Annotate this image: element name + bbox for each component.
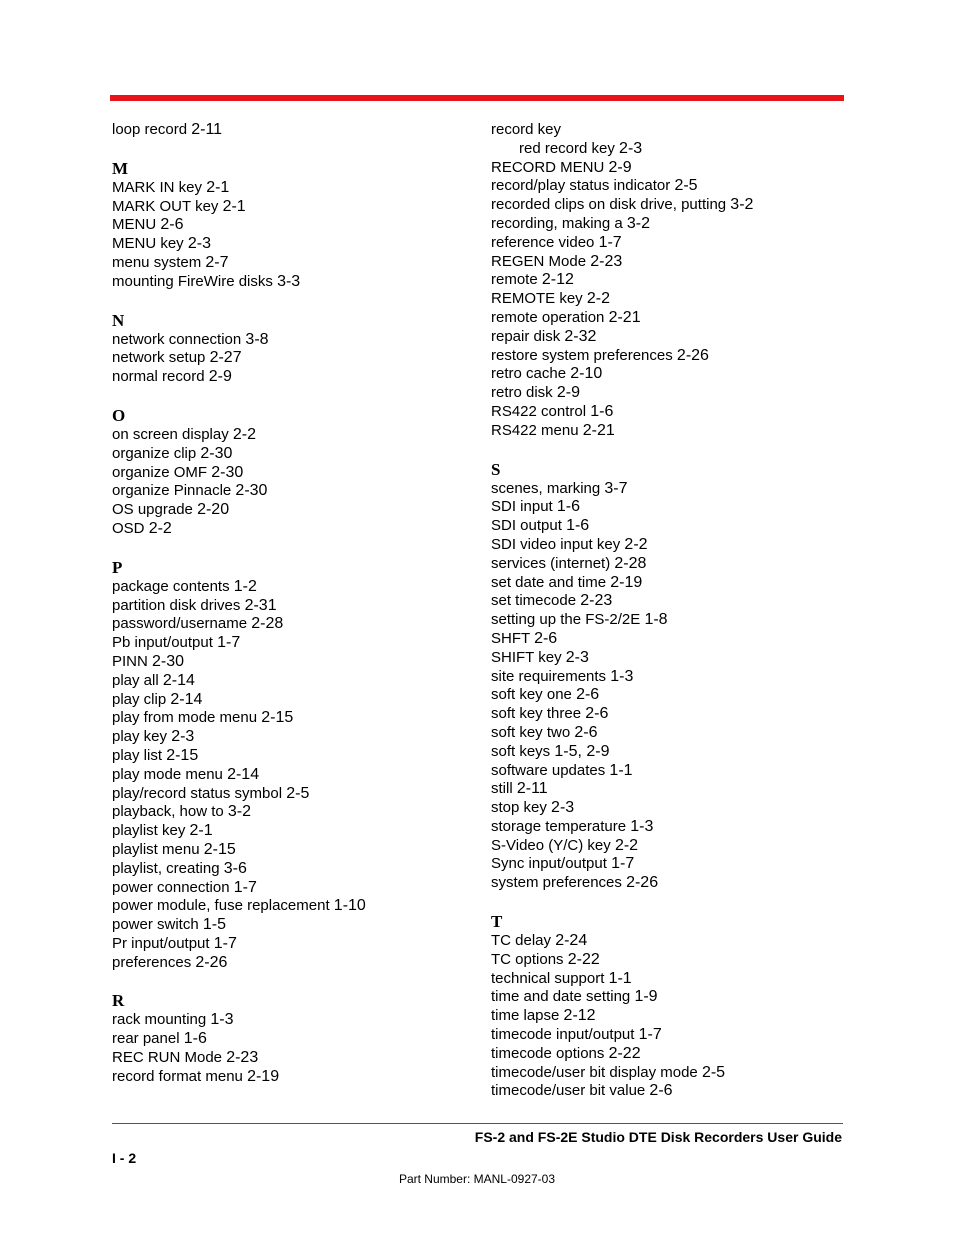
index-term: power connection bbox=[112, 878, 230, 896]
page-reference: 2-14 bbox=[162, 671, 195, 689]
index-term: play list bbox=[112, 746, 163, 764]
index-entry bbox=[112, 691, 472, 710]
index-entry bbox=[491, 686, 851, 705]
index-term: Sync input/output bbox=[491, 855, 607, 873]
index-entry bbox=[491, 1045, 851, 1064]
index-entry bbox=[491, 1064, 851, 1083]
index-term: stop key bbox=[491, 799, 547, 817]
index-entry bbox=[491, 196, 851, 215]
index-term: restore system preferences bbox=[491, 346, 673, 364]
index-entry bbox=[491, 799, 851, 818]
index-entry bbox=[112, 897, 472, 916]
index-entry bbox=[491, 536, 851, 555]
index-group bbox=[491, 121, 851, 441]
page-reference: 2-3 bbox=[619, 139, 643, 157]
index-term: SHFT bbox=[491, 629, 530, 647]
page-reference: 2-30 bbox=[152, 652, 185, 670]
index-term: repair disk bbox=[491, 327, 561, 345]
index-term: power switch bbox=[112, 916, 199, 934]
part-number: Part Number: MANL-0927-03 bbox=[398, 1172, 556, 1186]
index-entry bbox=[491, 951, 851, 970]
index-term: REMOTE key bbox=[491, 290, 583, 308]
index-entry bbox=[491, 121, 851, 140]
index-entry bbox=[491, 422, 851, 441]
page-reference: 1-6 bbox=[590, 402, 614, 420]
index-entry bbox=[112, 841, 472, 860]
index-entry bbox=[112, 520, 472, 539]
index-term: play from mode menu bbox=[112, 709, 258, 727]
index-entry bbox=[112, 445, 472, 464]
page-reference: 2-30 bbox=[200, 444, 233, 462]
index-entry bbox=[491, 818, 851, 837]
page-reference: 2-11 bbox=[191, 121, 223, 138]
page-reference: 2-19 bbox=[247, 1067, 280, 1085]
index-term: technical support bbox=[491, 969, 605, 987]
index-term: Pb input/output bbox=[112, 634, 213, 652]
page-reference: 2-9 bbox=[608, 158, 632, 176]
index-term: scenes, marking bbox=[491, 479, 601, 497]
index-term: reference video bbox=[491, 233, 595, 251]
index-entry bbox=[112, 482, 472, 501]
page-reference: 2-7 bbox=[205, 253, 229, 271]
index-term: menu system bbox=[112, 253, 202, 271]
index-entry bbox=[491, 1007, 851, 1026]
page-reference: 2-15 bbox=[261, 709, 294, 727]
index-term: timecode input/output bbox=[491, 1026, 635, 1044]
index-entry bbox=[491, 498, 851, 517]
page-reference: 2-30 bbox=[235, 482, 268, 500]
page-reference: 1-6 bbox=[566, 517, 590, 535]
index-entry bbox=[491, 234, 851, 253]
page-reference: 1-7 bbox=[598, 233, 622, 251]
index-term: set date and time bbox=[491, 573, 607, 591]
index-term: TC options bbox=[491, 950, 564, 968]
index-term: SDI video input key bbox=[491, 535, 621, 553]
page-reference: 2-3 bbox=[551, 799, 575, 817]
page-number: I - 2 bbox=[112, 1150, 137, 1166]
index-term: soft keys bbox=[491, 742, 551, 760]
index-entry bbox=[491, 1026, 851, 1045]
page-reference: 1-7 bbox=[213, 934, 237, 952]
page-reference: 2-2 bbox=[624, 535, 648, 553]
page-reference: 2-3 bbox=[565, 648, 589, 666]
page-reference: 1-5 bbox=[202, 916, 226, 934]
index-group bbox=[491, 460, 851, 894]
index-term: play mode menu bbox=[112, 765, 223, 783]
index-term: organize Pinnacle bbox=[112, 482, 232, 500]
page-reference: 2-12 bbox=[541, 271, 574, 289]
page-reference: 2-6 bbox=[534, 629, 558, 647]
index-entry bbox=[491, 649, 851, 668]
page-reference: 1-6 bbox=[556, 498, 580, 516]
page-reference: 2-26 bbox=[676, 346, 709, 364]
page-reference: 2-23 bbox=[590, 252, 623, 270]
index-entry bbox=[112, 672, 472, 691]
index-term: recording, making a bbox=[491, 214, 623, 232]
page-reference: 1-7 bbox=[611, 855, 635, 873]
document-title: FS-2 and FS-2E Studio DTE Disk Recorders User Guide bbox=[474, 1129, 842, 1145]
index-term: partition disk drives bbox=[112, 596, 241, 614]
index-entry bbox=[491, 159, 851, 178]
page-reference: 1-1 bbox=[608, 969, 632, 987]
index-entry bbox=[491, 988, 851, 1007]
page-reference: 3-2 bbox=[626, 214, 651, 232]
index-term: software updates bbox=[491, 761, 606, 779]
index-term: on screen display bbox=[112, 425, 229, 443]
section-letter: T bbox=[491, 912, 503, 932]
page-reference: 2-9 bbox=[208, 368, 232, 386]
page-reference: 1-5, 2-9 bbox=[554, 742, 610, 760]
index-group bbox=[112, 159, 472, 292]
index-term: playlist, creating bbox=[112, 859, 220, 877]
index-term: SHIFT key bbox=[491, 648, 562, 666]
index-term: play all bbox=[112, 671, 159, 689]
index-entry bbox=[112, 1030, 472, 1049]
index-term: playback, how to bbox=[112, 803, 224, 821]
index-term: TC delay bbox=[491, 932, 552, 950]
page-reference: 2-14 bbox=[227, 765, 260, 783]
page-reference: 2-6 bbox=[576, 686, 600, 704]
index-term: network connection bbox=[112, 330, 242, 348]
index-term: red record key bbox=[519, 139, 615, 157]
page-reference: 2-6 bbox=[160, 216, 184, 234]
page-reference: 2-27 bbox=[209, 349, 242, 367]
index-term: Pr input/output bbox=[112, 934, 210, 952]
index-term: OSD bbox=[112, 519, 145, 537]
index-entry bbox=[491, 365, 851, 384]
page-reference: 3-7 bbox=[604, 479, 628, 497]
index-entry bbox=[112, 464, 472, 483]
page-reference: 2-28 bbox=[614, 554, 647, 572]
page-reference: 1-7 bbox=[638, 1026, 662, 1044]
index-group bbox=[112, 406, 472, 539]
index-entry bbox=[491, 309, 851, 328]
page-reference: 2-21 bbox=[608, 308, 641, 326]
index-entry bbox=[491, 724, 851, 743]
index-entry bbox=[491, 611, 851, 630]
page-reference: 2-15 bbox=[203, 840, 236, 858]
page-reference: 2-11 bbox=[516, 780, 548, 798]
index-term: network setup bbox=[112, 349, 206, 367]
index-entry bbox=[112, 615, 472, 634]
page-reference: 2-3 bbox=[171, 728, 195, 746]
index-term: retro cache bbox=[491, 365, 567, 383]
page-reference: 2-32 bbox=[564, 327, 597, 345]
page-reference: 3-2 bbox=[227, 803, 252, 821]
index-entry bbox=[112, 1068, 472, 1087]
index-term: S-Video (Y/C) key bbox=[491, 836, 611, 854]
page-reference: 2-20 bbox=[197, 501, 230, 519]
index-entry bbox=[491, 780, 851, 799]
index-entry bbox=[112, 1011, 472, 1030]
index-group bbox=[112, 991, 472, 1086]
page-reference: 1-9 bbox=[634, 988, 658, 1006]
page-reference: 2-5 bbox=[286, 784, 310, 802]
page-reference: 1-8 bbox=[644, 611, 668, 629]
index-term: soft key two bbox=[491, 723, 571, 741]
index-entry bbox=[491, 668, 851, 687]
index-group bbox=[112, 558, 472, 973]
index-entry bbox=[112, 273, 472, 292]
index-term: mounting FireWire disks bbox=[112, 272, 273, 290]
index-term: remote bbox=[491, 271, 538, 289]
index-entry bbox=[491, 1082, 851, 1101]
index-term: soft key three bbox=[491, 705, 582, 723]
index-entry bbox=[491, 140, 851, 159]
index-entry bbox=[112, 766, 472, 785]
index-entry bbox=[112, 954, 472, 973]
page-reference: 2-26 bbox=[195, 953, 228, 971]
index-term: rear panel bbox=[112, 1030, 180, 1048]
index-entry bbox=[491, 271, 851, 290]
index-term: RS422 control bbox=[491, 402, 587, 420]
index-entry bbox=[112, 331, 472, 350]
index-term: record format menu bbox=[112, 1067, 243, 1085]
index-entry bbox=[491, 480, 851, 499]
page-reference: 2-12 bbox=[563, 1007, 596, 1025]
index-term: setting up the FS-2/2E bbox=[491, 611, 641, 629]
index-term: preferences bbox=[112, 953, 192, 971]
index-entry bbox=[491, 517, 851, 536]
section-letter: M bbox=[112, 158, 129, 178]
index-term: organize clip bbox=[112, 444, 197, 462]
page-reference: 2-22 bbox=[608, 1044, 641, 1062]
page-reference: 2-23 bbox=[580, 592, 613, 610]
index-term: retro disk bbox=[491, 384, 553, 402]
index-entry bbox=[112, 916, 472, 935]
page-reference: 1-1 bbox=[609, 761, 633, 779]
index-entry bbox=[491, 253, 851, 272]
index-term: storage temperature bbox=[491, 817, 627, 835]
index-term: normal record bbox=[112, 368, 205, 386]
index-entry bbox=[112, 578, 472, 597]
index-entry bbox=[112, 216, 472, 235]
index-term: timecode/user bit display mode bbox=[491, 1063, 698, 1081]
index-entry bbox=[112, 597, 472, 616]
index-entry bbox=[112, 747, 472, 766]
index-entry bbox=[491, 290, 851, 309]
page-reference: 2-26 bbox=[626, 874, 659, 892]
section-letter: P bbox=[112, 557, 123, 577]
page-reference: 2-23 bbox=[226, 1049, 259, 1067]
index-entry bbox=[491, 215, 851, 234]
index-entry bbox=[491, 705, 851, 724]
index-entry bbox=[112, 728, 472, 747]
page-reference: 2-5 bbox=[674, 177, 698, 195]
index-entry bbox=[491, 762, 851, 781]
index-entry bbox=[112, 785, 472, 804]
index-entry bbox=[491, 874, 851, 893]
index-term: organize OMF bbox=[112, 463, 208, 481]
index-entry bbox=[491, 347, 851, 366]
index-entry bbox=[112, 860, 472, 879]
section-letter: O bbox=[112, 405, 126, 425]
index-entry bbox=[112, 121, 472, 140]
page-reference: 2-6 bbox=[585, 705, 609, 723]
page-reference: 1-3 bbox=[610, 667, 634, 685]
index-column-left bbox=[112, 121, 472, 1087]
index-term: still bbox=[491, 780, 513, 798]
index-term: play clip bbox=[112, 690, 167, 708]
index-entry bbox=[112, 501, 472, 520]
index-entry bbox=[491, 384, 851, 403]
index-term: PINN bbox=[112, 652, 148, 670]
index-term: MENU key bbox=[112, 235, 184, 253]
index-term: OS upgrade bbox=[112, 501, 193, 519]
index-term: MARK OUT key bbox=[112, 197, 219, 215]
page-reference: 2-10 bbox=[570, 365, 603, 383]
index-term: SDI input bbox=[491, 498, 553, 516]
index-term: package contents bbox=[112, 577, 230, 595]
page-reference: 1-6 bbox=[183, 1030, 207, 1048]
index-term: playlist menu bbox=[112, 840, 200, 858]
index-term: set timecode bbox=[491, 592, 577, 610]
footer-rule bbox=[112, 1123, 843, 1124]
page-reference: 2-30 bbox=[211, 463, 244, 481]
index-entry bbox=[491, 177, 851, 196]
index-entry bbox=[491, 932, 851, 951]
page-reference: 3-3 bbox=[277, 272, 301, 290]
index-entry bbox=[112, 803, 472, 822]
index-entry bbox=[491, 855, 851, 874]
index-term: SDI output bbox=[491, 517, 562, 535]
section-letter: S bbox=[491, 459, 501, 479]
page-reference: 2-6 bbox=[574, 723, 598, 741]
section-letter: R bbox=[112, 991, 125, 1011]
index-term: soft key one bbox=[491, 686, 572, 704]
index-entry bbox=[112, 822, 472, 841]
index-term: power module, fuse replacement bbox=[112, 897, 330, 915]
index-entry bbox=[491, 555, 851, 574]
index-entry bbox=[112, 634, 472, 653]
index-entry bbox=[491, 403, 851, 422]
header-rule bbox=[110, 95, 844, 101]
index-term: record key bbox=[491, 121, 562, 138]
index-group bbox=[112, 311, 472, 387]
index-entry bbox=[491, 630, 851, 649]
index-entry bbox=[491, 328, 851, 347]
index-entry bbox=[491, 592, 851, 611]
page-reference: 2-1 bbox=[222, 197, 246, 215]
page-reference: 1-2 bbox=[233, 577, 257, 595]
section-letter: N bbox=[112, 310, 125, 330]
page-reference: 3-6 bbox=[223, 859, 247, 877]
page-reference: 2-15 bbox=[166, 746, 199, 764]
page-reference: 2-9 bbox=[556, 384, 580, 402]
index-term: RS422 menu bbox=[491, 421, 579, 439]
index-entry bbox=[112, 653, 472, 672]
index-term: record/play status indicator bbox=[491, 177, 671, 195]
index-term: timecode options bbox=[491, 1044, 605, 1062]
index-term: system preferences bbox=[491, 874, 622, 892]
page-reference: 1-7 bbox=[233, 878, 257, 896]
index-term: services (internet) bbox=[491, 554, 611, 572]
page-reference: 2-5 bbox=[701, 1063, 726, 1081]
page-reference: 1-3 bbox=[630, 817, 654, 835]
index-term: RECORD MENU bbox=[491, 158, 605, 176]
index-term: timecode/user bit value bbox=[491, 1082, 646, 1100]
index-entry bbox=[112, 235, 472, 254]
page-reference: 3-2 bbox=[730, 196, 754, 214]
page-reference: 2-22 bbox=[567, 950, 600, 968]
index-entry bbox=[112, 879, 472, 898]
page-reference: 2-24 bbox=[555, 932, 588, 950]
index-term: remote operation bbox=[491, 308, 605, 326]
index-group bbox=[491, 912, 851, 1101]
index-term: password/username bbox=[112, 615, 248, 633]
index-entry bbox=[112, 1049, 472, 1068]
index-term: play key bbox=[112, 728, 168, 746]
page-reference: 2-1 bbox=[189, 822, 213, 840]
page-reference: 3-8 bbox=[245, 330, 269, 348]
page-reference: 2-6 bbox=[649, 1082, 673, 1100]
index-term: MENU bbox=[112, 216, 157, 234]
index-term: playlist key bbox=[112, 822, 186, 840]
page-reference: 2-2 bbox=[586, 290, 610, 308]
index-entry bbox=[112, 254, 472, 273]
index-term: REGEN Mode bbox=[491, 252, 587, 270]
index-entry bbox=[491, 837, 851, 856]
index-entry bbox=[491, 743, 851, 762]
page-reference: 2-21 bbox=[582, 421, 615, 439]
index-term: time lapse bbox=[491, 1007, 560, 1025]
page-reference: 2-19 bbox=[610, 573, 643, 591]
index-term: play/record status symbol bbox=[112, 784, 283, 802]
index-entry bbox=[112, 198, 472, 217]
page-reference: 1-3 bbox=[210, 1011, 234, 1029]
page-reference: 2-14 bbox=[170, 690, 203, 708]
index-group bbox=[112, 121, 472, 140]
index-column-right bbox=[491, 121, 851, 1101]
index-entry bbox=[112, 709, 472, 728]
index-entry bbox=[112, 179, 472, 198]
index-entry bbox=[491, 970, 851, 989]
index-term: site requirements bbox=[491, 667, 607, 685]
index-entry bbox=[491, 574, 851, 593]
index-entry bbox=[112, 426, 472, 445]
index-term: rack mounting bbox=[112, 1011, 207, 1029]
page-reference: 1-7 bbox=[217, 634, 241, 652]
index-entry bbox=[112, 349, 472, 368]
index-term: MARK IN key bbox=[112, 178, 203, 196]
page-reference: 2-2 bbox=[614, 836, 639, 854]
index-entry bbox=[112, 368, 472, 387]
index-entry bbox=[112, 935, 472, 954]
page-reference: 2-1 bbox=[206, 178, 230, 196]
page-reference: 2-3 bbox=[187, 235, 211, 253]
index-term: recorded clips on disk drive, putting bbox=[491, 196, 727, 214]
page-reference: 2-31 bbox=[244, 596, 277, 614]
page-reference: 2-2 bbox=[232, 425, 257, 443]
index-term: REC RUN Mode bbox=[112, 1049, 223, 1067]
index-term: time and date setting bbox=[491, 988, 631, 1006]
index-term: loop record bbox=[112, 121, 188, 138]
page-reference: 2-28 bbox=[251, 615, 284, 633]
page-reference: 2-2 bbox=[148, 519, 172, 537]
page-reference: 1-10 bbox=[333, 897, 366, 915]
